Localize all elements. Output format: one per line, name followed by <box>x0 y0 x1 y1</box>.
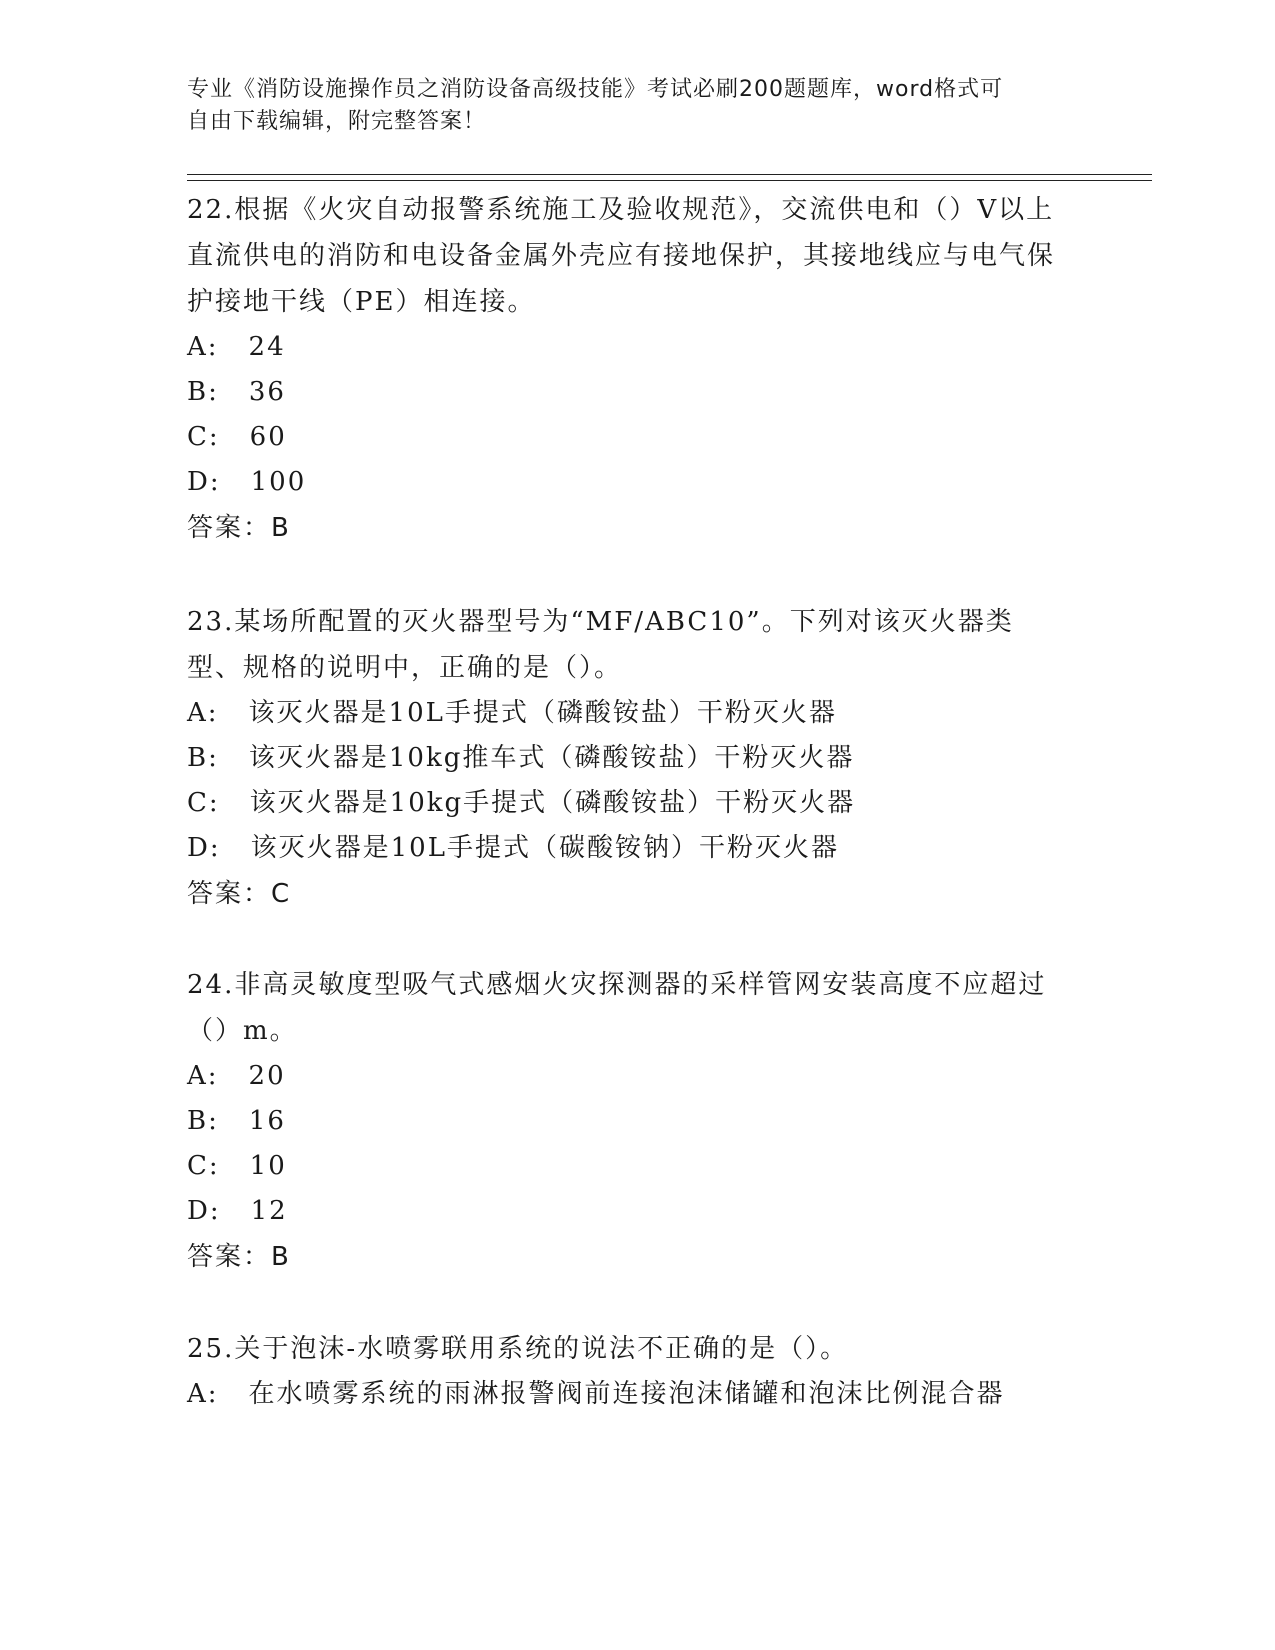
option-letter: A: <box>187 332 219 362</box>
header-divider-top <box>187 174 1152 175</box>
answer-line: 答案：B <box>187 513 291 543</box>
option-letter: A: <box>187 698 219 728</box>
question-25 <box>187 1326 1087 1417</box>
question-stem: 24.非高灵敏度型吸气式感烟火灾探测器的采样管网安装高度不应超过（）m。 <box>187 970 1047 1046</box>
question-stem: 23.某场所配置的灭火器型号为“MF/ABC10”。下列对该灭火器类型、规格的说明中，正确的是（）。 <box>187 607 1014 683</box>
option-text: 10 <box>249 1151 287 1181</box>
question-stem: 25.关于泡沫-水喷雾联用系统的说法不正确的是（）。 <box>187 1334 849 1364</box>
option-text: 12 <box>250 1196 288 1226</box>
option-text: 36 <box>248 377 286 407</box>
option-letter: D: <box>187 467 221 497</box>
option-text: 该灭火器是10kg手提式（磷酸铵盐）干粉灭火器 <box>249 788 856 818</box>
question-stem: 22.根据《火灾自动报警系统施工及验收规范》，交流供电和（）V以上直流供电的消防和电设备金属外壳应有接地保护，其接地线应与电气保护接地干线（PE）相连接。 <box>187 195 1056 317</box>
document-header <box>187 74 1067 138</box>
header-title-line-2: 自由下载编辑，附完整答案！ <box>187 109 487 134</box>
question-24 <box>187 962 1087 1280</box>
option-letter: D: <box>187 1196 221 1226</box>
option-text: 16 <box>248 1106 286 1136</box>
option-c <box>187 415 1087 460</box>
option-text: 该灭火器是10kg推车式（磷酸铵盐）干粉灭火器 <box>248 743 855 773</box>
option-a <box>187 1054 1087 1099</box>
option-letter: A: <box>187 1061 219 1091</box>
question-22 <box>187 187 1087 551</box>
option-letter: C: <box>187 1151 220 1181</box>
option-b <box>187 1099 1087 1144</box>
option-c <box>187 1144 1087 1189</box>
option-c <box>187 781 1087 826</box>
option-letter: B: <box>187 743 219 773</box>
question-23 <box>187 599 1087 917</box>
option-a <box>187 325 1087 370</box>
answer-line: 答案：C <box>187 879 292 909</box>
option-b <box>187 736 1087 781</box>
option-text: 60 <box>249 422 287 452</box>
option-a <box>187 691 1087 736</box>
option-letter: B: <box>187 377 219 407</box>
option-text: 100 <box>250 467 307 497</box>
option-text: 该灭火器是10L手提式（碳酸铵钠）干粉灭火器 <box>250 833 839 863</box>
option-d <box>187 826 1087 871</box>
option-letter: D: <box>187 833 221 863</box>
option-text: 该灭火器是10L手提式（磷酸铵盐）干粉灭火器 <box>248 698 837 728</box>
option-letter: B: <box>187 1106 219 1136</box>
option-d <box>187 1189 1087 1234</box>
header-title-line-1: 专业《消防设施操作员之消防设备高级技能》考试必刷200题题库，word格式可 <box>187 77 1004 102</box>
option-letter: A: <box>187 1379 219 1409</box>
option-a <box>187 1372 1087 1417</box>
option-letter: C: <box>187 422 220 452</box>
option-text: 在水喷雾系统的雨淋报警阀前连接泡沫储罐和泡沫比例混合器 <box>248 1379 1005 1409</box>
answer-line: 答案：B <box>187 1242 291 1272</box>
header-divider-bottom <box>187 180 1152 181</box>
option-text: 24 <box>248 332 286 362</box>
option-b <box>187 370 1087 415</box>
option-letter: C: <box>187 788 220 818</box>
option-text: 20 <box>248 1061 286 1091</box>
option-d <box>187 460 1087 505</box>
